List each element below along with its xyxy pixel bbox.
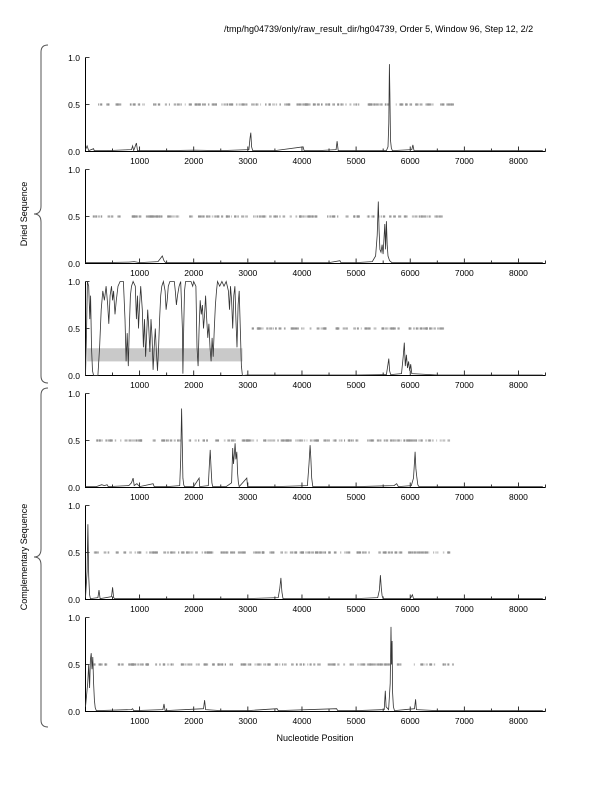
x-tick-label: 2000 <box>184 156 204 166</box>
panel-plot-complementary-2 <box>85 505 547 601</box>
x-tick-label: 8000 <box>508 716 528 726</box>
x-tick-label: 4000 <box>292 156 312 166</box>
x-tick-label: 7000 <box>454 268 474 278</box>
highlight-band <box>87 348 242 361</box>
y-tick-label: 0.0 <box>68 706 80 717</box>
x-tick-label: 5000 <box>346 716 366 726</box>
panel-plot-complementary-3 <box>85 617 547 713</box>
group-braces <box>0 0 60 792</box>
y-tick-label: 0.5 <box>68 323 80 334</box>
x-tick-label: 1000 <box>130 604 150 614</box>
rug-marks <box>93 215 443 217</box>
x-tick-label: 5000 <box>346 604 366 614</box>
y-tick-label: 0.5 <box>68 659 80 670</box>
x-tick-label: 4000 <box>292 716 312 726</box>
signal-line <box>86 627 543 711</box>
x-tick-label: 8000 <box>508 380 528 390</box>
x-tick-label: 2000 <box>184 716 204 726</box>
panel-plot-dried-1 <box>85 57 547 153</box>
group-label-dried: Dried Sequence <box>19 181 29 247</box>
x-tick-label: 6000 <box>400 380 420 390</box>
x-tick-label: 7000 <box>454 156 474 166</box>
x-tick-label: 6000 <box>400 156 420 166</box>
x-tick-label: 2000 <box>184 492 204 502</box>
x-tick-label: 3000 <box>238 156 258 166</box>
figure-title: /tmp/hg04739/only/raw_result_dir/hg04739, Order 5, Window 96, Step 12, 2/2 <box>224 24 534 34</box>
x-tick-label: 2000 <box>184 380 204 390</box>
x-tick-label: 5000 <box>346 156 366 166</box>
x-tick-label: 2000 <box>184 604 204 614</box>
x-tick-label: 6000 <box>400 604 420 614</box>
signal-line <box>86 64 543 151</box>
x-tick-label: 8000 <box>508 156 528 166</box>
x-tick-label: 7000 <box>454 380 474 390</box>
x-tick-label: 4000 <box>292 380 312 390</box>
y-tick-label: 1.0 <box>68 276 80 287</box>
axis-ticks <box>86 618 546 712</box>
x-tick-label: 3000 <box>238 380 258 390</box>
panel-plot-complementary-1 <box>85 393 547 489</box>
x-tick-label: 8000 <box>508 604 528 614</box>
x-tick-label: 1000 <box>130 268 150 278</box>
y-tick-label: 0.5 <box>68 211 80 222</box>
y-tick-label: 0.0 <box>68 258 80 269</box>
panel-plot-dried-2 <box>85 169 547 265</box>
x-tick-label: 8000 <box>508 492 528 502</box>
x-tick-label: 4000 <box>292 492 312 502</box>
x-tick-label: 4000 <box>292 604 312 614</box>
y-tick-label: 1.0 <box>68 612 80 623</box>
x-tick-label: 5000 <box>346 268 366 278</box>
y-tick-label: 0.5 <box>68 99 80 110</box>
x-tick-label: 8000 <box>508 268 528 278</box>
x-tick-label: 6000 <box>400 716 420 726</box>
y-tick-label: 0.5 <box>68 435 80 446</box>
rug-marks <box>94 663 454 665</box>
x-tick-label: 3000 <box>238 604 258 614</box>
axes <box>86 618 546 712</box>
y-tick-label: 0.0 <box>68 482 80 493</box>
x-tick-label: 3000 <box>238 716 258 726</box>
signal-line <box>86 524 543 598</box>
x-tick-label: 7000 <box>454 604 474 614</box>
y-tick-label: 0.5 <box>68 547 80 558</box>
y-tick-label: 1.0 <box>68 52 80 63</box>
brace-dried <box>34 45 48 383</box>
y-tick-label: 0.0 <box>68 146 80 157</box>
y-tick-label: 1.0 <box>68 164 80 175</box>
y-tick-label: 0.0 <box>68 370 80 381</box>
rug-marks <box>96 439 450 441</box>
x-tick-label: 1000 <box>130 380 150 390</box>
x-tick-label: 7000 <box>454 492 474 502</box>
x-tick-label: 6000 <box>400 492 420 502</box>
x-tick-label: 5000 <box>346 492 366 502</box>
y-tick-label: 1.0 <box>68 388 80 399</box>
signal-line <box>86 409 543 487</box>
x-tick-label: 1000 <box>130 156 150 166</box>
x-tick-label: 3000 <box>238 492 258 502</box>
signal-line <box>86 202 543 263</box>
x-tick-label: 1000 <box>130 716 150 726</box>
rug-marks <box>252 327 444 329</box>
panel-plot-dried-3 <box>85 281 547 377</box>
x-tick-label: 2000 <box>184 268 204 278</box>
x-tick-label: 4000 <box>292 268 312 278</box>
y-tick-label: 1.0 <box>68 500 80 511</box>
group-label-complementary: Complementary Sequence <box>19 503 29 611</box>
brace-complementary <box>34 388 48 727</box>
x-tick-label: 3000 <box>238 268 258 278</box>
x-tick-label: 6000 <box>400 268 420 278</box>
x-tick-label: 5000 <box>346 380 366 390</box>
rug-marks <box>98 103 454 105</box>
y-tick-label: 0.0 <box>68 594 80 605</box>
x-axis-title: Nucleotide Position <box>276 733 354 743</box>
rug-marks <box>94 551 450 553</box>
x-tick-label: 1000 <box>130 492 150 502</box>
x-tick-label: 7000 <box>454 716 474 726</box>
